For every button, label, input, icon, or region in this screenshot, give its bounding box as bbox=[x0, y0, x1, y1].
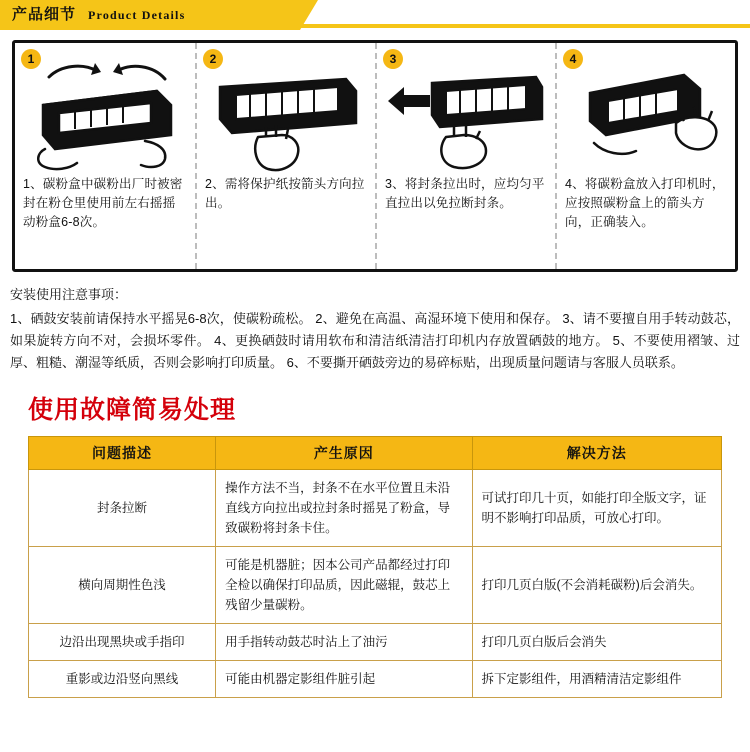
cell-cause: 可能是机器脏；因本公司产品都经过打印全检以确保打印品质，因此磁辊，鼓芯上残留少量碳粉。 bbox=[216, 547, 472, 624]
cell-problem: 横向周期性色浅 bbox=[29, 547, 216, 624]
table-header-cause: 产生原因 bbox=[216, 437, 472, 470]
step-caption-1: 1、碳粉盒中碳粉出厂时被密封在粉仓里使用前左右摇摇动粉盒6-8次。 bbox=[23, 177, 183, 229]
step-caption-4: 4、将碳粉盒放入打印机时，应按照碳粉盒上的箭头方向，正确装入。 bbox=[565, 177, 725, 229]
table-header-solution: 解决方法 bbox=[472, 437, 721, 470]
illustration-step-2 bbox=[195, 43, 375, 269]
step-artwork-1 bbox=[21, 53, 189, 175]
header-title-cn: 产品细节 bbox=[12, 6, 77, 23]
step-caption-3: 3、将封条拉出时，应均匀平直拉出以免拉断封条。 bbox=[385, 177, 545, 210]
cell-problem: 边沿出现黑块或手指印 bbox=[29, 624, 216, 661]
header-underline bbox=[0, 24, 750, 28]
table-header-row bbox=[29, 437, 722, 470]
usage-notes bbox=[10, 284, 740, 374]
cell-problem: 封条拉断 bbox=[29, 470, 216, 547]
cell-solution: 拆下定影组件，用酒精清洁定影组件 bbox=[472, 661, 721, 698]
table-row bbox=[29, 547, 722, 624]
step-badge-1: 1 bbox=[21, 49, 41, 69]
table-header-problem: 问题描述 bbox=[29, 437, 216, 470]
usage-notes-body: 1、硒鼓安装前请保持水平摇晃6-8次，使碳粉疏松。 2、避免在高温、高湿环境下使用和保存。 3、请不要擅自用手转动鼓芯，如果旋转方向不对，会损坏零件。 4、更换硒鼓时请用软布和清洁纸清洁打印机内存放置硒鼓的地方。 5、不要使用褶皱、过厚、粗糙、潮湿等纸质，否则会影响打印质量。 6、不要撕开硒鼓旁边的易碎标贴，出现质量问题请与客服人员联系。 bbox=[10, 311, 740, 370]
illustration-step-1 bbox=[15, 43, 195, 269]
cell-cause: 用手指转动鼓芯时沾上了油污 bbox=[216, 624, 472, 661]
cell-solution: 打印几页白版(不会消耗碳粉)后会消失。 bbox=[472, 547, 721, 624]
step-artwork-4 bbox=[563, 53, 729, 175]
usage-notes-title: 安装使用注意事项： bbox=[10, 287, 128, 302]
step-badge-2: 2 bbox=[203, 49, 223, 69]
step-badge-4: 4 bbox=[563, 49, 583, 69]
cell-problem: 重影或边沿竖向黑线 bbox=[29, 661, 216, 698]
section-title-troubleshooting: 使用故障简易处理 bbox=[28, 396, 237, 424]
cell-cause: 可能由机器定影组件脏引起 bbox=[216, 661, 472, 698]
header-text-group bbox=[12, 3, 185, 24]
installation-illustration-panel bbox=[12, 40, 738, 272]
step-artwork-2 bbox=[203, 53, 369, 175]
step-artwork-3 bbox=[383, 53, 549, 175]
header-title-en: Product Details bbox=[88, 8, 186, 22]
cell-solution: 打印几页白版后会消失 bbox=[472, 624, 721, 661]
cell-solution: 可试打印几十页，如能打印全版文字，证明不影响打印品质，可放心打印。 bbox=[472, 470, 721, 547]
table-row bbox=[29, 624, 722, 661]
table-row bbox=[29, 661, 722, 698]
table-row bbox=[29, 470, 722, 547]
page-header bbox=[0, 0, 750, 30]
illustration-step-4 bbox=[555, 43, 735, 269]
troubleshooting-table bbox=[28, 436, 722, 698]
step-caption-2: 2、需将保护纸按箭头方向拉出。 bbox=[205, 177, 365, 210]
illustration-step-3 bbox=[375, 43, 555, 269]
step-badge-3: 3 bbox=[383, 49, 403, 69]
troubleshooting-table-wrapper bbox=[28, 436, 722, 698]
cell-cause: 操作方法不当，封条不在水平位置且未沿直线方向拉出或拉封条时摇晃了粉盒，导致碳粉将封条卡住。 bbox=[216, 470, 472, 547]
